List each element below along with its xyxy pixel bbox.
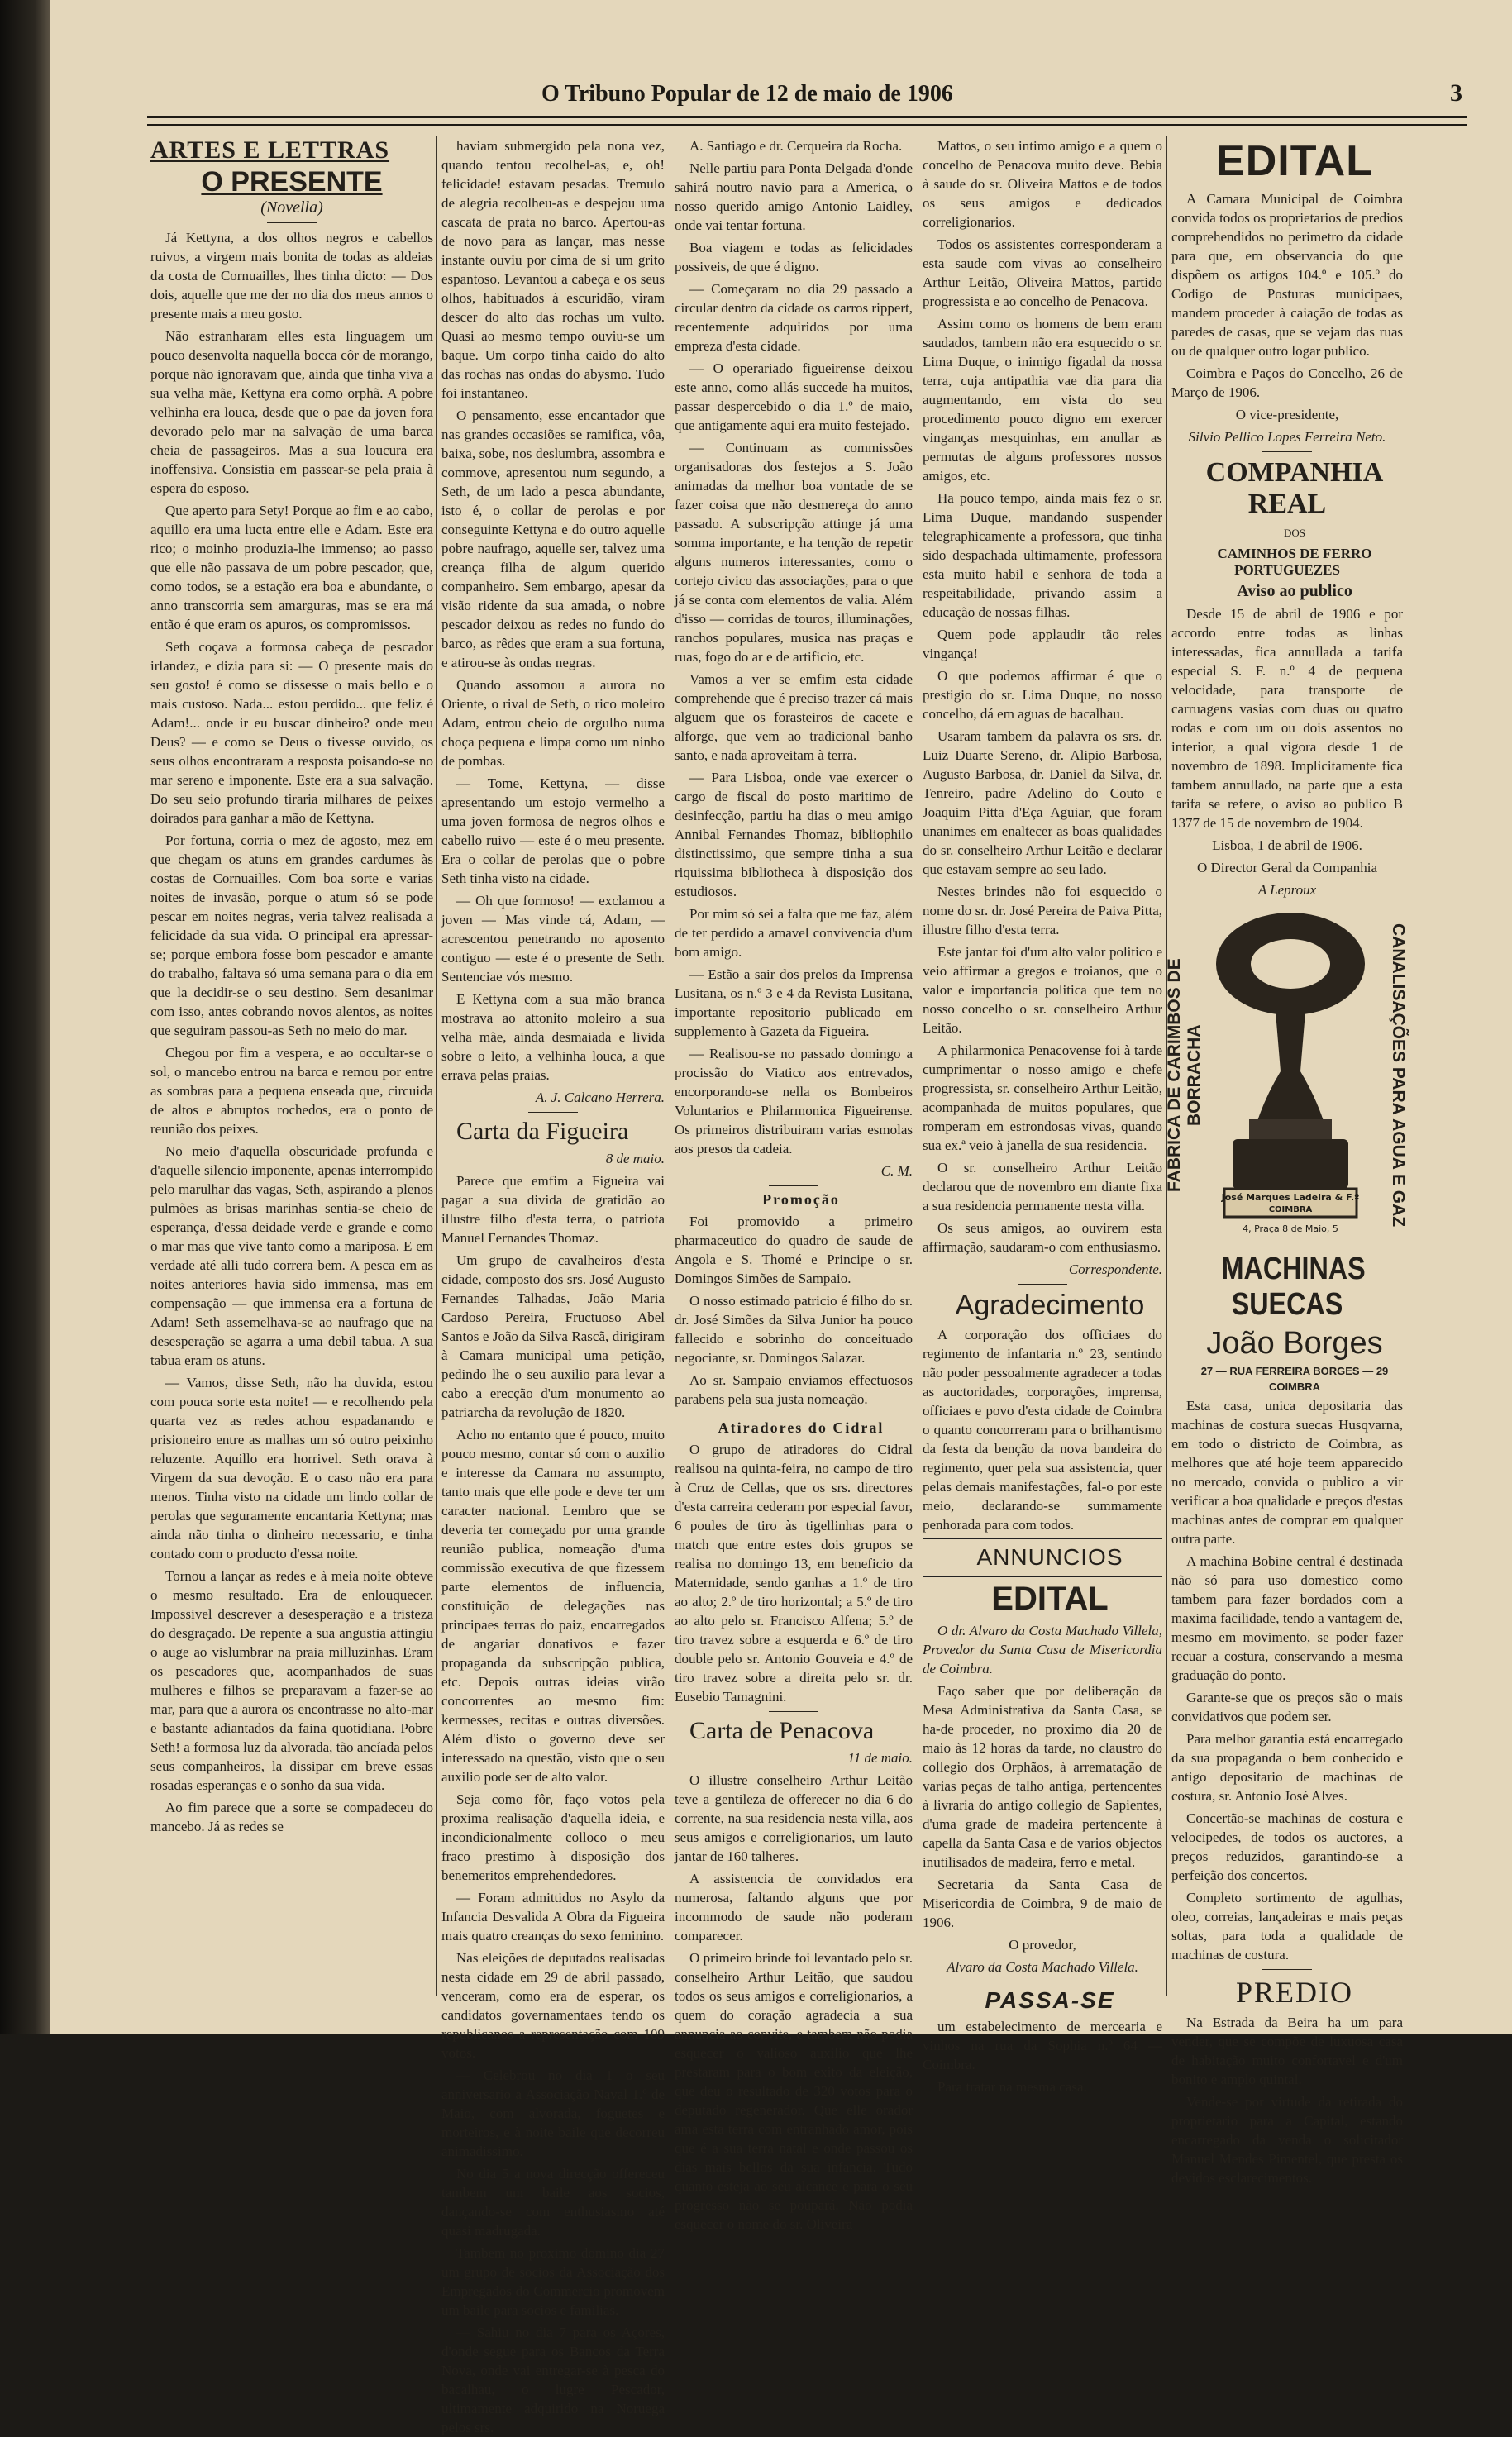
paragraph: Garante-se que os preços são o mais convidativos que podem ser.: [1171, 1690, 1403, 1724]
paragraph: Faço saber que por deliberação da Mesa Administrativa da Santa Casa, se ha-de proceder, no proximo dia 20 de maio às 12 horas da tarde, no claustro do collegio dos Orphãos, à arrematação de varias peças de talho antiga, pertencentes à livraria do antigo collegio de Sapientes, d'uma grade de madeira pertencente à capella da Santa Casa e de varios objectos inutilisados de madeira, ferro e metal.: [923, 1683, 1162, 1870]
stamp-ad-address: 4, Praça 8 de Maio, 5: [1243, 1223, 1338, 1234]
column-1: [150, 136, 433, 2001]
paragraph: Não estranharam elles esta linguagem um pouco desenvolta naquella bocca côr de morango, porque não ignoravam que, ainda que tinha viva a sua velha mãe, Kettyna era como orphã. A pobre velhinha era louca, desde que o pae da joven fora devorado pelo mar na salvação de uma barca cheia de passageiros. Mas a sua loucura era inoffensiva. Consistia em passear-se pela praia à espera do esposo.: [150, 328, 433, 496]
passa-se-contact: Para tratar na mesma casa.: [937, 2079, 1087, 2095]
heading-passa-se: PASSA-SE: [985, 1987, 1115, 2013]
paragraph: — Celebrou no dia 1 o seu anniversario a Associação Naval 1.º de Maio, com alvorada, foguetes e morteiros, e à noite baile que decorreu animadissimo.: [441, 2067, 665, 2159]
edital-intro: O dr. Alvaro da Costa Machado Villela, Provedor da Santa Casa de Misericordia de Coimbra.: [923, 1623, 1162, 1676]
article-heading-figueira: Carta da Figueira: [456, 1118, 629, 1145]
heading-atiradores: Atiradores do Cidral: [718, 1419, 885, 1436]
column-3: [675, 136, 913, 2232]
paragraph: — Foram admittidos no Asylo da Infancia Desvalida A Obra da Figueira mais quatro creanças do sexo feminino.: [441, 1890, 665, 1943]
paragraph: Parece que emfim a Figueira vai pagar a sua divida de gratidão ao illustre filho d'esta terra, o patriota Manuel Fernandes Thomaz.: [441, 1173, 665, 1246]
article-body-atiradores: [675, 1440, 913, 1706]
article-body-penacova: [675, 1771, 913, 2234]
heading-joao-borges: João Borges: [1206, 1326, 1383, 1361]
story-title: O PRESENTE: [201, 166, 383, 198]
column-divider: [436, 136, 437, 1996]
paragraph: — Sahiu no dia 7 para os Açores, d'onde segue para os Bancos da Terra Nova, onde vai entregar-se à pesca do bacalhau, o lugre Pescador, ultimamente adquirido na Noruega pelos srs.: [441, 2325, 665, 2435]
paragraph: Para melhor garantia está encarregado da sua propaganda o bem conhecido e antigo depositario de machinas de costura, sr. Antonio José Alves.: [1171, 1731, 1403, 1804]
paragraph: Os seus amigos, ao ouvirem esta affirmação, saudaram-o com enthusiasmo.: [923, 1220, 1162, 1255]
column-4: [923, 136, 1162, 2095]
paragraph: Tornou a lançar as redes e à meia noite obteve o mesmo resultado. Era de enlouquecer. Impossivel descrever a desesperação e a tristeza do desgraçado. De repente a sua angustia attingiu o auge ao vislumbrar na praia milluzinhas. Eram os pescadores que, acompanhados de suas mulheres e filhos se preparavam a fazer-se ao mar, para que a aurora os encontrasse no alto-mar e bastante adiantados da faina quotidiana. Pobre Seth! a formosa luz da alvorada, tão ancíada pelos seus companheiros, la dissipar em breve essas rosadas esperanças e o sonho da sua vida.: [150, 1568, 433, 1793]
paragraph: Boa viagem e todas as felicidades possiveis, de que é digno.: [675, 240, 913, 274]
edital-body: [923, 1681, 1162, 1932]
stamp-ad-maker: José Marques Ladeira & F.º: [1221, 1192, 1360, 1203]
paragraph: O nosso estimado patricio é filho do sr. dr. José Simões da Silva Junior ha pouco fallecido e sobrinho do conceituado negociante, sr. Domingos Salazar.: [675, 1293, 913, 1366]
passa-se-body: um estabelecimento de mercearia e vinhos na rua da Sophia n.º 64 — Coimbra.: [923, 2019, 1162, 2072]
divider: [528, 1112, 578, 1113]
divider: [1018, 1284, 1067, 1285]
paragraph: Acho no entanto que é pouco, muito pouco mesmo, contar só com o auxilio e interesse da Camara no assumpto, tanto mais que elle pode e deve ter um caracter nacional. Lembro que se deveria ter começado por uma grande reunião publica, nomeação d'uma commissão executiva de que fizessem parte elementos de influencia, constituição de delegações nas principaes terras do paiz, encarregados de angariar donativos e fazer propaganda da subscripção publica, etc. Depois outras ideias virão concorrentes ao mesmo fim: kermesses, recitas e outras diversões. Além d'isto o governo deve ser interessado na questão, visto que o seu auxilio pode ser de alto valor.: [441, 1427, 665, 1785]
aviso-director: O Director Geral da Companhia: [1196, 860, 1378, 875]
paragraph: Ha pouco tempo, ainda mais fez o sr. Lima Duque, mandando suspender telegraphicamente a professora, que tinha sido despachada ultimamente, professora esta muito habil e senhora de toda a respeitabilidade, privando assim a educação de nossas filhas.: [923, 490, 1162, 620]
paragraph: Por mim só sei a falta que me faz, além de ter perdido a amavel convivencia d'um bom amigo.: [675, 906, 913, 960]
paragraph: A machina Bobine central é destinada não só para uso domestico como tambem para fazer bordados com a maxima facilidade, tendo a vantagem de, mesmo em movimento, se poder fazer recuar a costura, conservando a mesma graduação do ponto.: [1171, 1553, 1403, 1683]
paragraph: — Continuam as commissões organisadoras dos festejos a S. João animadas da melhor boa vontade de se fazer coisa que não desmereça do anno passado. A subscripção attinge já uma somma importante, e ha tenção de repetir alguns numeros interessantes, como o cortejo civico das associações, para o que já se conta com elementos de valia. Além d'isso — corridas de touros, illuminações, ranchos populares, musica nas praças e ruas, fogo do ar e de artificio, etc.: [675, 440, 913, 665]
divider: [769, 1185, 818, 1186]
aviso-signature: A Leproux: [1257, 882, 1317, 898]
heading-annuncios: ANNUNCIOS: [923, 1538, 1162, 1577]
paragraph: Assim como os homens de bem eram saudados, tambem não era esquecido o sr. Lima Duque, o inimigo figadal da nossa terra, cuja antipathia vae dia para dia augmentando, em vista do seu procedimento pouco digno em exercer vinganças mesquinhas, em anullar as permutas de alguns professores nossos amigos, etc.: [923, 316, 1162, 484]
heading-edital-santa-casa: EDITAL: [991, 1581, 1109, 1617]
divider: [1262, 1969, 1312, 1970]
paragraph: Todos os assistentes corresponderam a esta saude com vivas ao conselheiro Arthur Leitão, Oliveira Mattos, partido progressista e ao concelho de Penacova.: [923, 236, 1162, 309]
paragraph: No meio d'aquella obscuridade profunda e d'aquelle silencio imponente, apenas interrompido pelo marulhar das vagas, Seth, aspirando a plenos pulmões as brisas marinhas sentia-se cheio de esperança, d'essa deidade verde e grande e como o mar mas que vive tanto como a mariposa. E em verdade até alli tudo correra bem. A pesca em as noites anteriores havia sido immensa, mas em compensação — que immensa era a fortuna de Adam! Seth assemelhava-se ao naufrago que na desesperação se agarra a uma debil tabua. A sua tabua eram os atuns.: [150, 1143, 433, 1368]
paragraph: A assistencia de convidados era numerosa, faltando alguns que por incommodo de saude não poderam comparecer.: [675, 1871, 913, 1943]
paragraph: — O operariado figueirense deixou este anno, como allás succede ha muitos, passar despercebido o dia 1.º de maio, que antigamente aqui era muito festejado.: [675, 360, 913, 433]
article-signature: C. M.: [880, 1163, 913, 1179]
heading-penacova: Carta de Penacova: [689, 1717, 875, 1744]
paragraph: Nas eleições de deputados realisadas nesta cidade em 29 de abril passado, venceram, como era de esperar, os candidatos governamentaes tendo os republicanos a representação com 109 votos.: [441, 1950, 665, 2061]
aviso-date: Lisboa, 1 de abril de 1906.: [1212, 837, 1362, 853]
stamp-ad-left-text: FABRICA DE CARIMBOS DE BORRACHA: [1165, 958, 1204, 1193]
paragraph: Por fortuna, corria o mez de agosto, mez em que chegam os atuns em grandes cardumes às costas de Cornuailles. Com boa sorte e varias noites de invasão, porque o atum só se pode pescar em noites negras, veria talvez realisada a felicidade da sua vida. O principal era apressar-se; porque embora fosse bom pescador e amante do trabalho, faltava só uma semana para o dia em que la decidir-se o seu destino. Sem desanimar com isso, antes cobrando novos alentos, as noites que seguiram passou-as Seth no meio do mar.: [150, 832, 433, 1038]
story-body-continued: [441, 136, 665, 1085]
paragraph: Ao sr. Sampaio enviamos effectuosos parabens pela sua justa nomeação.: [675, 1372, 913, 1407]
paragraph: Ao fim parece que a sorte se compadeceu do mancebo. Já as redes se: [150, 1800, 433, 1834]
paragraph: Completo sortimento de agulhas, oleo, correias, lançadeiras e mais peças soltas, para toda a qualidade de machinas de costura.: [1171, 1890, 1403, 1962]
paragraph: Nelle partiu para Ponta Delgada d'onde sahirá noutro navio para a America, o nosso querido amigo Antonio Laidley, onde vai tentar fortuna.: [675, 160, 913, 233]
story-body: [150, 228, 433, 1836]
column-2: [441, 136, 665, 2435]
heading-machinas-suecas: MACHINAS SUECAS: [1221, 1252, 1366, 1322]
rubber-stamp-ad: [1165, 906, 1408, 1245]
masthead: [50, 79, 1512, 112]
edital-camara-signature: Silvio Pellico Lopes Ferreira Neto.: [1188, 429, 1386, 445]
paragraph: Este jantar foi d'um alto valor politico e veio affirmar a gregos e troianos, que o valor e importancia politica que tem no nosso concelho o sr. conselheiro Arthur Leitão.: [923, 944, 1162, 1036]
story-subtitle: (Novella): [260, 198, 323, 217]
article-signature: Correspondente.: [1068, 1261, 1162, 1277]
divider: [1262, 451, 1312, 452]
paragraph: Vamos a ver se emfim esta cidade comprehende que é preciso trazer cá mais alguem que os forasteiros de cacete e alforge, que vem ao tradicional banho santo, e nada aproveitam à terra.: [675, 671, 913, 763]
agradecimento-body: A corporação dos officiaes do regimento de infantaria n.º 23, sentindo não poder pessoalmente agradecer a todas as auctoridades, corporações, imprensa, officiaes e povo d'esta cidade de Coimbra o quanto concorreram para o brilhantismo da festa da benção da nova bandeira do regimento, quer pela sua assistencia, quer pelas demais manifestações, fal-o por este meio, declarando-se summamente penhorada para com todos.: [923, 1327, 1162, 1533]
article-body-figueira-continued: [675, 136, 913, 1158]
heading-dos: DOS: [1283, 527, 1305, 539]
heading-promocao: Promoção: [762, 1191, 840, 1208]
story-signature: A. J. Calcano Herrera.: [535, 1090, 665, 1105]
machinas-city: COIMBRA: [1268, 1381, 1321, 1393]
rubber-stamp-illustration: [1200, 906, 1381, 1245]
paragraph: — Realisou-se no passado domingo a procissão do Viatico aos entrevados, encorporando-se nella os Bombeiros Voluntarios e Philarmonica Figueirense. Os primeiros distribuiram varias esmolas aos presos da cadeia.: [675, 1046, 913, 1157]
paragraph: haviam submergido pela nona vez, quando tentou recolhel-as, e, oh! felicidade! estavam pesadas. Tremulo de alegria recolheu-as e despejou uma cascata de prata no barco. Apertou-as de novo para as lançar, mas nesse instante ouviu por cima de si um grito espantoso. Levantou a cabeça e os seus olhos, habituados à escuridão, viram descer do alto das rochas um vulto. Quasi ao mesmo tempo ouviu-se um baque. Um corpo tinha caido do alto das rochas nas ondas do abysmo. Tudo foi instantaneo.: [441, 138, 665, 401]
paragraph: — Vamos, disse Seth, não ha duvida, estou com pouca sorte esta noite! — e recolhendo pela quarta vez as redes achou espadanando e prisioneiro entre as malhas um só outro peixinho reluzente. Aquillo era horrivel. Seth orava à Virgem da sua devoção. E o caso não era para menos. Tinha visto na cidade um lindo collar de perolas que seguramente encantaria Kettyna; mas ainda não tinha o dinheiro necessario, e tinha contado com o producto d'essa noite.: [150, 1375, 433, 1562]
paragraph: Na Estrada da Beira ha um para vender, que se compõe de luxuosa casa de habitação muito confortavel e d'um bonito e amplo quintal.: [1171, 2015, 1403, 2087]
stamp-ad-right-text: CANALISAÇÕES PARA AGUA E GAZ: [1389, 923, 1408, 1228]
newspaper-page: [50, 0, 1512, 2435]
paragraph: Usaram tambem da palavra os srs. dr. Luiz Duarte Sereno, dr. Alipio Barbosa, Augusto Barbosa, dr. Daniel da Silva, dr. Tenreiro, padre Adelino do Couto e Joaquim Pitta d'Eça Aguiar, que foram unanimes em enaltecer as boas qualidades do sr. conselheiro Arthur Leitão e declarar que estavam sempre ao seu lado.: [923, 728, 1162, 877]
edital-camara-body: A Camara Municipal de Coimbra convida todos os proprietarios de predios comprehendidos no perimetro da cidade para que, em observancia do que dispõem os artigos 104.º e 105.º do Codigo de Posturas municipaes, mandem proceder à caiação de todas as paredes de casas, que se vejam das ruas ou de qualquer outro logar publico.: [1171, 191, 1403, 359]
heading-agradecimento: Agradecimento: [955, 1290, 1145, 1321]
paragraph: Um grupo de cavalheiros d'esta cidade, composto dos srs. José Augusto Fernandes Talhadas, João Maria Cardoso Pereira, Fructuoso Abel Santos e João da Silva Rascã, dirigiram à Camara municipal uma petição, pedindo lhe o seu auxilio para levar a cabo a erecção d'um monumento ao patriarcha da revolução de 1820.: [441, 1252, 665, 1420]
paragraph: Seth coçava a formosa cabeça de pescador irlandez, e dizia para si: — O presente mais do seu gosto! é como se dissesse o mais bello e o mais custoso. Nada... estou perdido... que feliz é Adam!... onde ir eu buscar dinheiro? onde meu Deus? — e como se Deus o tivesse ouvido, os seus olhos encontraram a resposta poisando-se no mar sereno e imponente. Este era a sua salvação. Do seu seio profundo tiraria milhares de peixes doirados para ganhar a mão de Kettyna.: [150, 639, 433, 826]
column-5: [1165, 136, 1408, 2186]
paragraph: O pensamento, esse encantador que nas grandes occasiões se ramifica, vôa, baixa, sobe, nos deslumbra, assombra e commove, apresentou num segundo, a Seth, de um lado a pesca abundante, isto é, o collar de perolas e por conseguinte Kettyna e do outro aquelle pobre naufrago, aquelle ser, talvez uma creança filha de algum querido companheiro. Sem embargo, apesar da visão ridente da sua amada, o nobre pescador deixou as redes no fundo do barco, as rêdes que eram a sua fortuna, e atirou-se às ondas negras.: [441, 408, 665, 670]
edital-camara-date: Coimbra e Paços do Concelho, 26 de Março de 1906.: [1171, 365, 1403, 400]
divider: [769, 1711, 818, 1712]
heading-companhia-real: COMPANHIA REAL: [1205, 457, 1384, 519]
paragraph: O que podemos affirmar é que o prestigio do sr. Lima Duque, no nosso concelho, dá em aguas de bacalhau.: [923, 668, 1162, 722]
paragraph: Seja como fôr, faço votos pela proxima realisação d'aquella ideia, e incondicionalmente colloco o meu fraco prestimo à disposição dos benemeritos emprehendedores.: [441, 1791, 665, 1883]
paragraph: O grupo de atiradores do Cidral realisou na quinta-feira, no campo de tiro à Cruz de Cellas, que os srs. directores d'esta carreira cederam por especial favor, 6 poules de tiro às tigellinhas para o match que entre estes dois grupos se realisa no domingo 13, em beneficio da Maternidade, sendo ganhas a 1.º de tiro ao alto; 2.º de tiro horizontal; a 5.º de tiro ao alto pelo sr. Francisco Alfena; 5.º de tiro travez sobre a esquerda e 6.º de tiro double pelo sr. Antonio Gouveia e 4.º de tiro travez sobre a direita pelo sr. dr. Eusebio Tamagnini.: [675, 1442, 913, 1705]
paragraph: Concertão-se machinas de costura e velocipedes, de todos os auctores, a preços reduzidos, garantindo-se a perfeição dos concertos.: [1171, 1810, 1403, 1883]
paragraph: O sr. conselheiro Arthur Leitão declarou que de novembro em diante fixa a sua residencia permanente nesta villa.: [923, 1160, 1162, 1214]
heading-predio: PREDIO: [1235, 1976, 1353, 2009]
machinas-body: [1171, 1396, 1403, 1964]
article-date: 11 de maio.: [847, 1750, 913, 1766]
article-body-figueira: [441, 1171, 665, 2437]
paragraph: Mattos, o seu intimo amigo e a quem o concelho de Penacova muito deve. Bebia à saude do sr. Oliveira Mattos e de todos os seus amigos e dedicados correligionarios.: [923, 138, 1162, 230]
paragraph: Secretaria da Santa Casa de Misericordia de Coimbra, 9 de maio de 1906.: [923, 1877, 1162, 1930]
header-rule: [147, 116, 1467, 126]
paragraph: Já Kettyna, a dos olhos negros e cabellos ruivos, a virgem mais bonita de todas as aldeias da costa de Cornuailles, lhes tinha dicto: — Dos dois, aquelle que me der no dia dos meus annos o presente mais a meu gosto.: [150, 230, 433, 322]
heading-edital-camara: EDITAL: [1216, 137, 1373, 185]
predio-body: [1171, 2013, 1403, 2187]
article-body-penacova-continued: [923, 136, 1162, 1257]
paragraph: E Kettyna com a sua mão branca mostrava ao attonito moleiro a sua velha mãe, ainda desmaiada e livida sobre o leito, a velhinha louca, a que errava pelas praias.: [441, 991, 665, 1083]
paragraph: Quando assomou a aurora no Oriente, o rival de Seth, o rico moleiro Adam, entrou cheio de orgulho numa choça pequena e limpa como um ninho de pombas.: [441, 677, 665, 769]
paragraph: Quem pode applaudir tão reles vingança!: [923, 627, 1162, 661]
heading-caminhos-de-ferro: CAMINHOS DE FERRO PORTUGUEZES: [1217, 546, 1372, 578]
paragraph: — Tome, Kettyna, — disse apresentando um estojo vermelho a uma joven formosa de negros olhos e cabello ruivo — este é o meu presente. Era o collar de perolas que o pobre Seth tinha visto na cidade.: [441, 775, 665, 886]
paragraph: Vende-se por virtude da retirada do proprietario para a Capital, estando encarregado da venda o solicitador Manuel Mendes Pimentel, que presta os devidos esclarecimentos.: [1171, 2094, 1403, 2186]
page-number: 3: [1450, 79, 1462, 107]
paragraph: — Estão a sair dos prelos da Imprensa Lusitana, os n.º 3 e 4 da Revista Lusitana, importante repositorio publicado em supplemento à Gazeta da Figueira.: [675, 966, 913, 1039]
paragraph: A philarmonica Penacovense foi à tarde cumprimentar o nosso amigo e chefe progressista, sr. conselheiro Arthur Leitão, acompanhada de muitos populares, que romperam em estrondosas vivas, quando sua ex.ª veio à janella de sua residencia.: [923, 1042, 1162, 1153]
stamp-ad-city: COIMBRA: [1268, 1205, 1313, 1214]
paragraph: Esta casa, unica depositaria das machinas de costura suecas Husqvarna, em todo o districto de Coimbra, as melhores que até hoje teem apparecido no mercado, convida o publico a vir verificar a boa qualidade e preços d'estas machinas antes de comprar em qualquer outra parte.: [1171, 1398, 1403, 1547]
paragraph: O primeiro brinde foi levantado pelo sr. conselheiro Arthur Leitão, que saudou todos os seus amigos e correligionarios, a quem do coração agradecia a sua annuncia ao convite, e tambem não podia esquecer o valioso auxilio que lhe prestaram para o bom exito da eleição, que deu o resultado de 320 votos para o deputado regenerador. Que elle orador ama esta terra com entranhado amor, pois que é a sua terra natal e onde passou os dias mais bellos da sua infancia. Tudo quanto esteja ao seu alcance e para o seu progresso não se poupará. Não podia esquecer o nome do sr. Oliveira: [675, 1950, 913, 2232]
paragraph: — Para Lisboa, onde vae exercer o cargo de fiscal do posto maritimo de desinfecção, partiu ha dias o meu amigo Annibal Fernandes Thomaz, bibliophilo distinctissimo, que sempre tinha a sua riquissima bibliotheca à disposição dos estudiosos.: [675, 770, 913, 899]
paragraph: Tambem no proximo domino dia 27 um grupo de socios da Associação dos Empregados do Commercio promovem um baile para socios e familias.: [441, 2245, 665, 2318]
page-edge-shadow: [0, 0, 50, 2034]
paragraph: Foi promovido a primeiro pharmaceutico do quadro de saude de Angola e S. Thomé e Principe o sr. Domingos Simões de Sampaio.: [675, 1214, 913, 1286]
paragraph: Nestes brindes não foi esquecido o nome do sr. dr. José Pereira de Paiva Pitta, illustre filho d'esta terra.: [923, 884, 1162, 937]
masthead-title: O Tribuno Popular de 12 de maio de 1906: [541, 81, 953, 107]
article-body-promocao: [675, 1212, 913, 1409]
paragraph: — Começaram no dia 29 passado a circular dentro da cidade os carros rippert, recentemente adquiridos por uma empreza d'esta cidade.: [675, 281, 913, 354]
paragraph: O illustre conselheiro Arthur Leitão teve a gentileza de offerecer no dia 6 do corrente, na sua residencia nesta villa, aos seus amigos e correligionarios, um lauto jantar de 160 talheres.: [675, 1772, 913, 1864]
heading-aviso: Aviso ao publico: [1237, 582, 1352, 600]
edital-provedor: O provedor,: [1009, 1937, 1076, 1953]
article-date: 8 de maio.: [605, 1151, 665, 1166]
paragraph: A. Santiago e dr. Cerqueira da Rocha.: [689, 138, 903, 154]
divider: [267, 222, 317, 223]
paragraph: — Oh que formoso! — exclamou a joven — Mas vinde cá, Adam, — acrescentou penetrando no aposento contiguo — este é o presente de Seth. Sentenciae vós mesmo.: [441, 893, 665, 985]
paragraph: No dia 5 a nova direcção offereceu tambem um baile aos socios, dançando-se com enthusiasmo até quasi madrugada.: [441, 2166, 665, 2239]
edital-signature: Alvaro da Costa Machado Villela.: [947, 1959, 1138, 1975]
paragraph: Chegou por fim a vespera, e ao occultar-se o sol, o mancebo entrou na barca e remou por entre as sombras para a pequena enseada que, circuida de altos e abruptos rochedos, era o ponto de reunião dos peixes.: [150, 1045, 433, 1137]
edital-camara-role: O vice-presidente,: [1235, 407, 1339, 422]
section-heading: ARTES E LETTRAS: [150, 136, 390, 164]
paragraph: Que aperto para Sety! Porque ao fim e ao cabo, aquillo era uma lucta entre elle e Adam. Este era rico; o moinho produzia-lhe immenso; ao passo que elle não passava de um pobre pescador, que, como todos, se a estação era boa e abundante, o anno transcorria sem amarguras, mas se era má então é que eram os apuros, os compromissos.: [150, 503, 433, 632]
machinas-address: 27 — RUA FERREIRA BORGES — 29: [1200, 1365, 1389, 1377]
aviso-body: Desde 15 de abril de 1906 e por accordo entre todas as linhas interessadas, fica annullada a tarifa especial S. F. n.º 4 de pequena velocidade, para transporte de carruagens vasias com duas ou quatro rodas e com um ou dois assentos no interior, a qual vigora desde 1 de novembro de 1898. Implicitamente fica tambem annullado, na parte que a esta tarifa se refere, o aviso ao publico B 1377 de 15 de novembro de 1904.: [1171, 606, 1403, 831]
